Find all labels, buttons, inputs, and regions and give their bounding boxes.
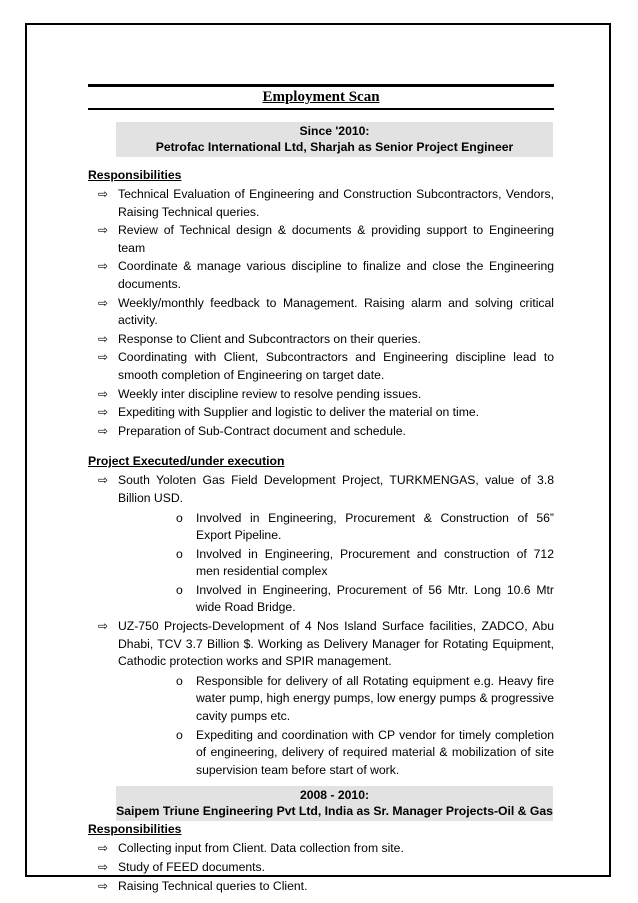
arrow-bullet-icon: ⇨ bbox=[98, 295, 109, 310]
detail-text: Involved in Engineering, Procurement and construction of 712 men residential complex bbox=[196, 546, 554, 579]
arrow-bullet-icon: ⇨ bbox=[98, 187, 109, 201]
list-item bbox=[88, 840, 554, 858]
arrow-bullet-icon: ⇨ bbox=[98, 841, 109, 856]
arrow-bullet-icon: ⇨ bbox=[98, 259, 109, 274]
list-item-text: Weekly inter discipline review to resolve pending issues. bbox=[118, 386, 422, 401]
list-item-text: Coordinate & manage various discipline to finalize and close the Engineering documents. bbox=[118, 259, 554, 291]
list-item-text: Weekly/monthly feedback to Management. Raising alarm and solving critical activity. bbox=[118, 295, 554, 328]
project-text: South Yoloten Gas Field Development Project, TURKMENGAS, value of 3.8 Billion USD. bbox=[118, 473, 554, 505]
circle-bullet-icon: o bbox=[176, 546, 183, 561]
circle-bullet-icon: o bbox=[176, 727, 183, 742]
list-item bbox=[88, 331, 554, 349]
arrow-bullet-icon: ⇨ bbox=[98, 619, 109, 634]
list-item bbox=[88, 404, 554, 422]
arrow-bullet-icon: ⇨ bbox=[98, 386, 109, 401]
circle-bullet-icon: o bbox=[176, 673, 183, 688]
job-period: 2008 - 2010: bbox=[299, 788, 370, 803]
responsibilities-list bbox=[88, 186, 554, 440]
section-title: Employment Scan bbox=[262, 89, 380, 105]
detail-item bbox=[118, 546, 554, 581]
arrow-bullet-icon: ⇨ bbox=[98, 423, 109, 438]
project-item bbox=[88, 472, 554, 617]
job-header-band bbox=[116, 786, 553, 821]
project-details-list bbox=[118, 510, 554, 618]
list-item-text: Coordinating with Client, Subcontractors and Engineering discipline lead to smooth completion of Engineering on target date. bbox=[118, 350, 554, 382]
list-item bbox=[88, 349, 554, 384]
arrow-bullet-icon: ⇨ bbox=[98, 473, 109, 488]
responsibilities-list bbox=[88, 840, 554, 895]
detail-item bbox=[118, 582, 554, 617]
responsibilities-heading: Responsibilities bbox=[88, 168, 182, 182]
list-item-text: Technical Evaluation of Engineering and Construction Subcontractors, Vendors, Raising Technical queries. bbox=[118, 187, 554, 219]
list-item bbox=[88, 859, 554, 877]
list-item bbox=[88, 386, 554, 404]
list-item-text: Review of Technical design & documents & providing support to Engineering team bbox=[118, 223, 554, 255]
list-item-text: Expediting with Supplier and logistic to deliver the material on time. bbox=[118, 405, 480, 420]
arrow-bullet-icon: ⇨ bbox=[98, 350, 109, 365]
job-header-band bbox=[116, 122, 553, 157]
list-item bbox=[88, 222, 554, 257]
circle-bullet-icon: o bbox=[176, 510, 183, 525]
list-item bbox=[88, 295, 554, 330]
detail-text: Responsible for delivery of all Rotating equipment e.g. Heavy fire water pump, high energy pumps, low energy pumps & progressive cavity pumps etc. bbox=[196, 673, 554, 724]
detail-item bbox=[118, 510, 554, 545]
project-details-list bbox=[118, 673, 554, 780]
detail-text: Involved in Engineering, Procurement & Construction of 56” Export Pipeline. bbox=[196, 510, 554, 543]
job-company-line: Saipem Triune Engineering Pvt Ltd, India as Sr. Manager Projects-Oil & Gas bbox=[116, 804, 553, 819]
jobs-list bbox=[88, 122, 554, 895]
job-period: Since '2010: bbox=[299, 124, 370, 138]
list-item bbox=[88, 258, 554, 293]
list-item-text: Study of FEED documents. bbox=[118, 860, 265, 874]
arrow-bullet-icon: ⇨ bbox=[98, 860, 109, 874]
list-item bbox=[88, 186, 554, 221]
circle-bullet-icon: o bbox=[176, 582, 183, 597]
job-block bbox=[88, 122, 554, 779]
list-item-text: Raising Technical queries to Client. bbox=[118, 878, 308, 893]
detail-text: Involved in Engineering, Procurement of 56 Mtr. Long 10.6 Mtr wide Road Bridge. bbox=[196, 582, 554, 615]
arrow-bullet-icon: ⇨ bbox=[98, 878, 109, 893]
detail-text: Expediting and coordination with CP vendor for timely completion of engineering, delivery of required material & mobilization of site supervision team before start of work. bbox=[196, 727, 554, 777]
detail-item bbox=[118, 727, 554, 780]
project-item bbox=[88, 618, 554, 779]
detail-item bbox=[118, 673, 554, 726]
top-rule bbox=[88, 84, 554, 87]
job-company-line: Petrofac International Ltd, Sharjah as Senior Project Engineer bbox=[155, 140, 514, 154]
resume-content bbox=[88, 84, 554, 896]
job-block bbox=[88, 786, 554, 895]
arrow-bullet-icon: ⇨ bbox=[98, 331, 109, 346]
project-text: UZ-750 Projects-Development of 4 Nos Island Surface facilities, ZADCO, Abu Dhabi, TCV 3.7 Billion $. Working as Delivery Manager for Rotating Equipment, Cathodic protection works and SPIR management. bbox=[118, 619, 554, 669]
list-item bbox=[88, 423, 554, 441]
arrow-bullet-icon: ⇨ bbox=[98, 405, 109, 420]
arrow-bullet-icon: ⇨ bbox=[98, 223, 109, 238]
list-item-text: Preparation of Sub-Contract document and schedule. bbox=[118, 423, 406, 438]
projects-heading: Project Executed/under execution bbox=[88, 454, 285, 469]
projects-list bbox=[88, 472, 554, 779]
list-item-text: Collecting input from Client. Data collection from site. bbox=[118, 841, 404, 856]
title-underline-rule bbox=[88, 108, 554, 110]
list-item bbox=[88, 878, 554, 896]
list-item-text: Response to Client and Subcontractors on their queries. bbox=[118, 331, 421, 346]
responsibilities-heading: Responsibilities bbox=[88, 822, 182, 837]
